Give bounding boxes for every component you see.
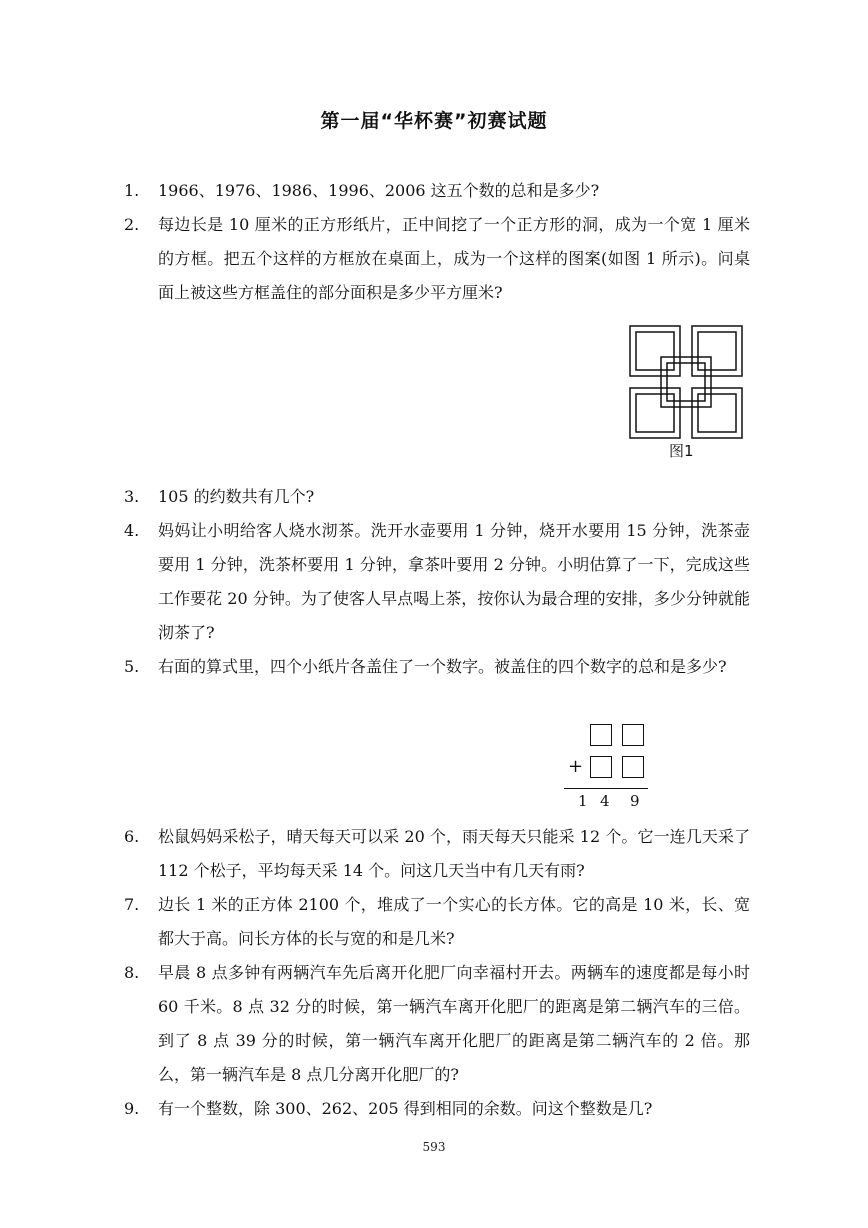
result-digit: 4: [600, 792, 610, 810]
question-number: 7.: [124, 895, 140, 914]
sum-line: [564, 788, 648, 789]
page-number: 593: [422, 1140, 446, 1154]
frame-bottom-left-inner: [636, 394, 674, 432]
question-number: 4.: [124, 521, 140, 540]
question-8: [124, 956, 750, 1092]
frame-bottom-right-outer: [692, 388, 742, 438]
plus-sign: +: [568, 756, 584, 777]
question-text: 妈妈让小明给客人烧水沏茶。洗开水壶要用 1 分钟，烧开水要用 15 分钟，洗茶壶要用 1 分钟，洗茶杯要用 1 分钟，拿茶叶要用 2 分钟。小明估算了一下，完成这些工作要花 20 分钟。为了使客人早点喝上茶，按你认为最合理的安排，多少分钟就能沏茶了?: [158, 521, 750, 642]
question-text: 有一个整数，除 300、262、205 得到相同的余数。问这个整数是几?: [158, 1099, 653, 1118]
result-digit: 9: [630, 792, 640, 810]
page-title: 第一届“华杯赛”初赛试题: [320, 110, 548, 132]
question-text: 松鼠妈妈采松子，晴天每天可以采 20 个，雨天每天只能采 12 个。它一连几天采了 112 个松子，平均每天采 14 个。问这几天当中有几天有雨?: [158, 827, 750, 880]
question-9: [124, 1092, 750, 1126]
figure-1-caption: 图1: [669, 442, 694, 460]
frame-bottom-left-outer: [630, 388, 680, 438]
addition-figure: [564, 722, 648, 816]
frame-top-right-outer: [692, 326, 742, 376]
question-7: [124, 888, 750, 956]
frame-center-outer: [661, 357, 711, 407]
question-number: 2.: [124, 215, 140, 234]
frame-bottom-right-inner: [698, 394, 736, 432]
question-text: 每边长是 10 厘米的正方形纸片，正中间挖了一个正方形的洞，成为一个宽 1 厘米的方框。把五个这样的方框放在桌面上，成为一个这样的图案(如图 1 所示)。问桌面上被这些方框盖住的部分面积是多少平方厘米?: [158, 215, 750, 302]
question-5: [124, 650, 750, 684]
question-number: 5.: [124, 657, 140, 676]
frame-center-inner: [667, 363, 705, 401]
question-number: 1.: [124, 181, 140, 200]
covered-digit-box: [590, 756, 612, 778]
question-text: 早晨 8 点多钟有两辆汽车先后离开化肥厂向幸福村开去。两辆车的速度都是每小时 60 千米。8 点 32 分的时候，第一辆汽车离开化肥厂的距离是第二辆汽车的三倍。到了 8 点 39 分的时候，第一辆汽车离开化肥厂的距离是第二辆汽车的 2 倍。那么，第一辆汽车是 8 点几分离开化肥厂的?: [158, 963, 750, 1084]
question-number: 3.: [124, 487, 140, 506]
question-number: 6.: [124, 827, 140, 846]
frame-top-left-inner: [636, 332, 674, 370]
question-1: [124, 174, 750, 208]
question-4: [124, 514, 750, 650]
covered-digit-box: [590, 724, 612, 746]
question-number: 8.: [124, 963, 140, 982]
figure-1-squares-pattern: [628, 324, 744, 440]
result-digit: 1: [578, 792, 588, 810]
question-text: 边长 1 米的正方体 2100 个，堆成了一个实心的长方体。它的高是 10 米，长、宽都大于高。问长方体的长与宽的和是几米?: [158, 895, 750, 948]
question-3: [124, 480, 750, 514]
question-2: [124, 208, 750, 310]
question-6: [124, 820, 750, 888]
covered-digit-box: [622, 756, 644, 778]
question-text: 105 的约数共有几个?: [158, 487, 315, 506]
frame-top-left-outer: [630, 326, 680, 376]
frame-top-right-inner: [698, 332, 736, 370]
question-text: 右面的算式里，四个小纸片各盖住了一个数字。被盖住的四个数字的总和是多少?: [158, 657, 727, 676]
question-number: 9.: [124, 1099, 140, 1118]
covered-digit-box: [622, 724, 644, 746]
question-text: 1966、1976、1986、1996、2006 这五个数的总和是多少?: [158, 181, 600, 200]
